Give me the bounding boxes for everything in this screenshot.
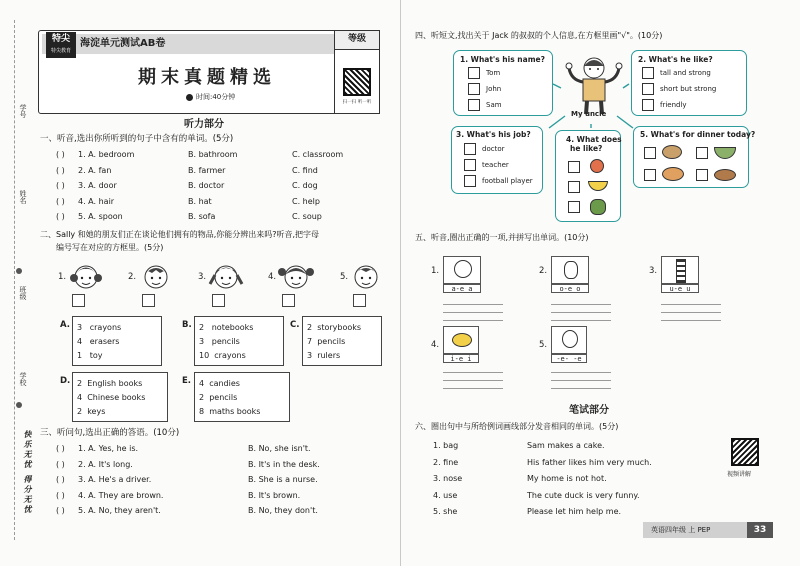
writing-line[interactable] bbox=[443, 380, 503, 381]
answer-paren[interactable]: ( ) bbox=[56, 181, 65, 190]
group-b-items bbox=[199, 321, 253, 363]
q1-row bbox=[56, 179, 386, 195]
item-count: 3 bbox=[77, 323, 83, 332]
ice-cream-icon bbox=[452, 333, 472, 347]
dog-icon bbox=[564, 261, 578, 279]
option-a: 1. A. Yes, he is. bbox=[78, 444, 139, 453]
option-label: tall and strong bbox=[660, 69, 711, 77]
item-count: 3 bbox=[307, 351, 313, 360]
example-word: 3. nose bbox=[433, 474, 463, 483]
answer-paren[interactable]: ( ) bbox=[56, 196, 65, 206]
option-a: 4. A. They are brown. bbox=[78, 490, 164, 500]
q6-row bbox=[433, 488, 713, 505]
bubble-dinner bbox=[633, 126, 756, 188]
option-a: 2. A. It's long. bbox=[78, 459, 133, 469]
binding-hole bbox=[16, 268, 22, 274]
q1-row bbox=[56, 148, 386, 164]
q6-title: 六、圈出句中与所给例词画线部分发音相同的单词。(5分) bbox=[415, 422, 619, 431]
option-a: 5. A. spoon bbox=[78, 212, 123, 221]
beef-icon bbox=[714, 169, 736, 181]
q2-title-line1: 二、Sally 和她的朋友们正在谈论他们拥有的物品,你能分辨出来吗?听音,把字母 bbox=[40, 230, 320, 239]
checkbox[interactable] bbox=[464, 175, 476, 187]
item-count: 4 bbox=[199, 379, 205, 388]
writing-line[interactable] bbox=[661, 320, 721, 321]
group-a-items bbox=[77, 321, 121, 363]
q5-num: 4. bbox=[431, 340, 440, 350]
q5-num: 1. bbox=[431, 266, 440, 276]
writing-line[interactable] bbox=[551, 304, 611, 305]
option-a: 1. A. bedroom bbox=[78, 150, 135, 159]
kid-number: 2. bbox=[128, 272, 137, 282]
video-qr-code[interactable] bbox=[731, 438, 759, 466]
option-b: B. She is a nurse. bbox=[248, 475, 318, 484]
spelling-choice[interactable]: i-e i bbox=[443, 354, 479, 363]
option-label: doctor bbox=[482, 145, 505, 153]
sentence[interactable]: My home is not hot. bbox=[527, 474, 607, 483]
group-b-box bbox=[194, 316, 284, 366]
q1-title: 一、听音,选出你所听到的句子中含有的单词。(5分) bbox=[40, 134, 234, 144]
checkbox[interactable] bbox=[464, 143, 476, 155]
answer-paren[interactable]: ( ) bbox=[56, 490, 65, 500]
item-count: 2 bbox=[199, 393, 205, 402]
item-name: pencils bbox=[209, 393, 238, 402]
group-letter-a: A. bbox=[60, 320, 70, 330]
q3-row bbox=[56, 442, 386, 458]
kid-portraits bbox=[60, 258, 390, 294]
logo-text: 特尖 bbox=[51, 34, 70, 44]
writing-line[interactable] bbox=[551, 312, 611, 313]
option-c: C. find bbox=[292, 165, 318, 175]
writing-line[interactable] bbox=[443, 320, 503, 321]
checkbox[interactable] bbox=[644, 147, 656, 159]
group-letter-d: D. bbox=[60, 376, 71, 386]
example-word: 2. fine bbox=[433, 457, 459, 467]
kid-portrait-boy bbox=[145, 266, 167, 288]
binding-label-number: 学号 bbox=[19, 104, 27, 118]
option-label: friendly bbox=[660, 101, 687, 109]
group-c-items bbox=[307, 321, 361, 363]
q5-num: 5. bbox=[539, 340, 548, 350]
q6-row bbox=[433, 455, 713, 472]
writing-line[interactable] bbox=[661, 304, 721, 305]
group-e-box bbox=[194, 372, 290, 422]
item-name: crayons bbox=[214, 351, 246, 360]
bubble-food-title-1: 4. What does bbox=[566, 135, 622, 144]
option-a: 4. A. hair bbox=[78, 196, 115, 206]
picture-egg bbox=[551, 326, 587, 354]
option-a: 2. A. fan bbox=[78, 165, 112, 175]
checkbox[interactable] bbox=[696, 169, 708, 181]
q5-num: 3. bbox=[649, 266, 658, 276]
item-name: Chinese books bbox=[87, 393, 146, 402]
brand-logo bbox=[46, 32, 76, 58]
item-count: 4 bbox=[77, 393, 83, 402]
q1-row bbox=[56, 164, 386, 180]
bubble-food-title-2: he like? bbox=[570, 144, 603, 153]
picture-nose bbox=[551, 256, 589, 284]
bubble-job bbox=[451, 126, 543, 194]
item-name: pencils bbox=[211, 337, 240, 346]
checkbox[interactable] bbox=[568, 201, 580, 213]
item-count: 4 bbox=[77, 337, 83, 346]
option-c: C. help bbox=[292, 196, 320, 206]
ladder-icon bbox=[676, 259, 686, 283]
bubble-name-title: 1. What's his name? bbox=[460, 55, 545, 64]
checkbox[interactable] bbox=[568, 161, 580, 173]
option-b: B. No, she isn't. bbox=[248, 444, 311, 453]
binding-slogan: 快乐无忧 得分无忧 bbox=[23, 430, 32, 515]
example-word: 4. use bbox=[433, 490, 458, 500]
q6-row bbox=[433, 471, 713, 488]
sentence[interactable]: His father likes him very much. bbox=[527, 457, 652, 467]
q5-title: 五、听音,圈出正确的一项,并拼写出单词。(10分) bbox=[415, 233, 589, 242]
option-c: C. soup bbox=[292, 212, 322, 221]
item-name: toy bbox=[89, 351, 103, 360]
q6-rows bbox=[433, 438, 713, 521]
item-name: English books bbox=[87, 379, 143, 388]
tomato-icon bbox=[590, 159, 604, 173]
listening-heading: 听力部分 bbox=[184, 119, 224, 130]
bubble-dinner-title: 5. What's for dinner today? bbox=[640, 130, 756, 139]
writing-line[interactable] bbox=[551, 380, 611, 381]
option-b: B. It's in the desk. bbox=[248, 459, 320, 469]
writing-line[interactable] bbox=[551, 320, 611, 321]
chicken-icon bbox=[662, 167, 684, 181]
item-count: 8 bbox=[199, 407, 205, 416]
writing-line[interactable] bbox=[443, 304, 503, 305]
option-label: teacher bbox=[482, 161, 509, 169]
binding-line bbox=[14, 20, 15, 540]
q1-options bbox=[56, 148, 386, 226]
binding-hole bbox=[16, 402, 22, 408]
group-e-items bbox=[199, 377, 260, 419]
writing-line[interactable] bbox=[443, 388, 503, 389]
item-count: 10 bbox=[199, 351, 210, 360]
item-count: 2 bbox=[77, 407, 83, 416]
writing-line[interactable] bbox=[551, 388, 611, 389]
option-b: B. sofa bbox=[188, 212, 216, 221]
q1-row bbox=[56, 210, 386, 226]
group-letter-e: E. bbox=[182, 376, 192, 386]
item-count: 1 bbox=[77, 351, 83, 360]
item-count: 3 bbox=[199, 337, 205, 346]
item-name: keys bbox=[87, 407, 106, 416]
q2-title-line2: 编号写在对应的方框里。(5分) bbox=[56, 243, 164, 252]
q3-row bbox=[56, 473, 386, 489]
salad-icon bbox=[714, 147, 736, 159]
item-name: candies bbox=[209, 379, 240, 388]
q6-row bbox=[433, 438, 713, 455]
checkbox[interactable] bbox=[464, 159, 476, 171]
item-count: 2 bbox=[199, 323, 205, 332]
group-d-box bbox=[72, 372, 168, 422]
bubble-job-title: 3. What's his job? bbox=[456, 130, 531, 139]
boy-face-icon bbox=[562, 330, 578, 348]
group-a-box bbox=[72, 316, 162, 366]
answer-box-2[interactable] bbox=[142, 294, 155, 307]
option-b: B. hat bbox=[188, 196, 212, 206]
item-name: crayons bbox=[89, 323, 122, 332]
answer-paren[interactable]: ( ) bbox=[56, 475, 65, 484]
option-b: B. bathroom bbox=[188, 150, 238, 159]
kid-number: 3. bbox=[198, 272, 207, 282]
item-count: 2 bbox=[307, 323, 313, 332]
writing-line[interactable] bbox=[551, 372, 611, 373]
spelling-choice[interactable]: -e- -e bbox=[551, 354, 587, 363]
item-name: pencils bbox=[317, 337, 346, 346]
kid-number: 5. bbox=[340, 272, 349, 282]
option-c: C. classroom bbox=[292, 150, 344, 159]
kid-portrait-boy bbox=[355, 266, 377, 288]
bubble-food-like bbox=[555, 130, 621, 222]
qr-caption: 扫一扫 听一听 bbox=[342, 100, 372, 105]
page-number: 33 bbox=[747, 522, 773, 538]
banana-icon bbox=[588, 181, 608, 191]
group-c-box bbox=[302, 316, 382, 366]
option-a: 3. A. He's a driver. bbox=[78, 475, 152, 484]
q1-row bbox=[56, 195, 386, 211]
my-uncle-label: My uncle bbox=[571, 110, 607, 118]
option-label: John bbox=[486, 85, 502, 93]
picture-cake bbox=[443, 256, 481, 284]
group-letter-c: C. bbox=[290, 320, 300, 330]
clock-icon bbox=[186, 94, 193, 101]
answer-box-1[interactable] bbox=[72, 294, 85, 307]
option-b: B. doctor bbox=[188, 181, 225, 190]
q5-num: 2. bbox=[539, 266, 548, 276]
example-word: 1. bag bbox=[433, 441, 459, 450]
answer-paren[interactable]: ( ) bbox=[56, 165, 65, 175]
q3-row bbox=[56, 489, 386, 505]
item-name: notebooks bbox=[211, 323, 254, 332]
q4-title: 四、听短文,找出关于 Jack 的叔叔的个人信息,在方框里画"√"。(10分) bbox=[415, 31, 663, 40]
q3-title: 三、听问句,选出正确的答语。(10分) bbox=[40, 428, 180, 438]
grapes-icon bbox=[590, 199, 606, 215]
page-title: 期末真题精选 bbox=[138, 67, 276, 88]
sentence[interactable]: The cute duck is very funny. bbox=[527, 490, 640, 500]
spelling-choice[interactable]: u-e u bbox=[661, 284, 699, 293]
bubble-like-title: 2. What's he like? bbox=[638, 55, 713, 64]
spelling-choice[interactable]: a-e a bbox=[443, 284, 481, 293]
picture-tube bbox=[661, 256, 699, 284]
option-b: B. No, they don't. bbox=[248, 506, 318, 515]
option-b: B. farmer bbox=[188, 165, 226, 175]
q6-row bbox=[433, 504, 713, 521]
answer-box-3[interactable] bbox=[212, 294, 225, 307]
answer-paren[interactable]: ( ) bbox=[56, 459, 65, 469]
spelling-choice[interactable]: o-e o bbox=[551, 284, 589, 293]
kid-number: 4. bbox=[268, 272, 277, 282]
sentence[interactable]: Please let him help me. bbox=[527, 507, 622, 516]
option-label: Tom bbox=[486, 69, 501, 77]
answer-paren[interactable]: ( ) bbox=[56, 506, 65, 515]
q3-row bbox=[56, 458, 386, 474]
time-limit: 时间:40分钟 bbox=[196, 93, 236, 101]
picture-bike bbox=[443, 326, 479, 354]
answer-paren[interactable]: ( ) bbox=[56, 212, 65, 221]
option-a: 5. A. No, they aren't. bbox=[78, 506, 161, 515]
footer-label: 英语四年级 上 PEP bbox=[651, 526, 711, 534]
group-letter-b: B. bbox=[182, 320, 192, 330]
item-name: maths books bbox=[209, 407, 261, 416]
option-b: B. It's brown. bbox=[248, 490, 301, 500]
checkbox[interactable] bbox=[568, 181, 580, 193]
qr-code[interactable] bbox=[343, 68, 371, 96]
option-label: Sam bbox=[486, 101, 502, 109]
option-c: C. dog bbox=[292, 181, 318, 190]
option-a: 3. A. door bbox=[78, 181, 117, 190]
fish-icon bbox=[662, 145, 682, 159]
writing-line[interactable] bbox=[443, 372, 503, 373]
kid-portrait-girl bbox=[278, 266, 314, 288]
sentence[interactable]: Sam makes a cake. bbox=[527, 441, 605, 450]
boy-face-icon bbox=[454, 260, 472, 278]
q3-options bbox=[56, 442, 386, 520]
kid-number: 1. bbox=[58, 272, 67, 282]
item-name: storybooks bbox=[317, 323, 362, 332]
video-caption: 视频讲解 bbox=[727, 471, 752, 478]
group-d-items bbox=[77, 377, 145, 419]
answer-paren[interactable]: ( ) bbox=[56, 150, 65, 159]
item-count: 2 bbox=[77, 379, 83, 388]
example-word: 5. she bbox=[433, 507, 458, 516]
binding-label-class: 班级 bbox=[19, 286, 27, 300]
logo-sub: 特尖教育 bbox=[50, 48, 71, 54]
kid-portrait-girl bbox=[70, 266, 102, 288]
option-label: short but strong bbox=[660, 85, 717, 93]
item-count: 7 bbox=[307, 337, 313, 346]
series-title: 海淀单元测试AB卷 bbox=[80, 38, 166, 49]
item-name: rulers bbox=[317, 351, 341, 360]
kid-portrait-girl bbox=[210, 266, 242, 288]
answer-paren[interactable]: ( ) bbox=[56, 444, 65, 453]
writing-line[interactable] bbox=[661, 312, 721, 313]
checkbox[interactable] bbox=[696, 147, 708, 159]
option-label: football player bbox=[482, 177, 533, 185]
grade-label: 等级 bbox=[334, 30, 380, 49]
checkbox[interactable] bbox=[644, 169, 656, 181]
q3-row bbox=[56, 504, 386, 520]
writing-line[interactable] bbox=[443, 312, 503, 313]
binding-label-name: 姓名 bbox=[19, 190, 27, 204]
writing-heading: 笔试部分 bbox=[569, 405, 609, 416]
answer-box-5[interactable] bbox=[353, 294, 366, 307]
right-page bbox=[400, 0, 800, 566]
binding-label-school: 学校 bbox=[19, 372, 27, 386]
answer-box-4[interactable] bbox=[282, 294, 295, 307]
item-name: erasers bbox=[89, 337, 120, 346]
